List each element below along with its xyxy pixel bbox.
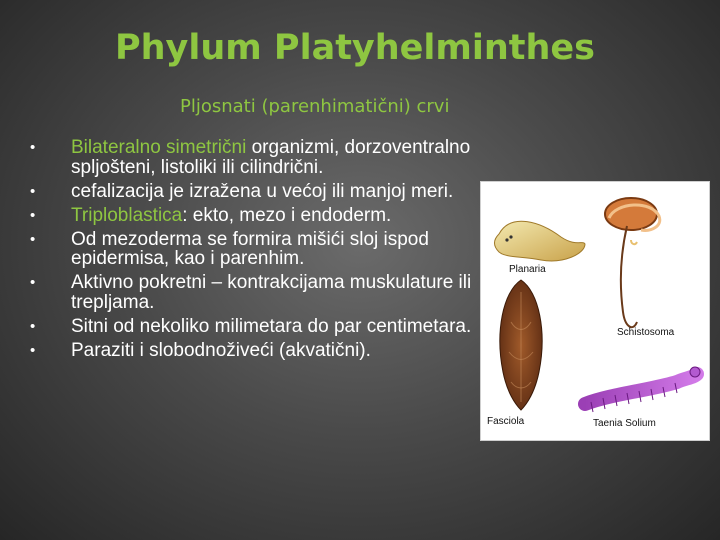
bullet-item bbox=[30, 182, 490, 202]
bullet-text: Od mezoderma se formira mišići sloj ispod epidermisa, kao i parenhim. bbox=[71, 228, 429, 269]
bullet-item bbox=[30, 230, 490, 269]
bullet-item bbox=[30, 273, 490, 312]
bullet-text: : ekto, mezo i endoderm. bbox=[182, 204, 392, 226]
slide-subtitle: Pljosnati (parenhimatični) crvi bbox=[180, 96, 450, 117]
planaria-image bbox=[495, 221, 586, 261]
bullet-text: Aktivno pokretni – kontrakcijama muskulature ili trepljama. bbox=[71, 272, 472, 313]
schistosoma-label: Schistosoma bbox=[617, 327, 675, 338]
fasciola-image bbox=[500, 280, 542, 410]
bullet-text: organizmi, dorzoventralno spljošteni, listoliki ili cilindrični. bbox=[71, 137, 471, 178]
bullet-icon: • bbox=[30, 341, 36, 359]
slide-title: Phylum Platyhelminthes bbox=[114, 28, 596, 68]
bullet-icon: • bbox=[30, 182, 36, 200]
bullet-item bbox=[30, 206, 490, 226]
bullet-highlight: Triploblastica bbox=[71, 204, 183, 226]
bullet-icon: • bbox=[30, 230, 36, 248]
bullet-icon: • bbox=[30, 139, 36, 156]
taenia-image bbox=[585, 367, 700, 412]
bullet-text: Paraziti i slobodnoživeći (akvatični). bbox=[71, 339, 371, 361]
bullet-icon: • bbox=[30, 206, 36, 224]
flatworm-figure bbox=[480, 181, 710, 441]
flatworm-illustration bbox=[481, 182, 709, 440]
bullet-text: Sitni od nekoliko milimetara do par centimetara. bbox=[71, 315, 472, 337]
schistosoma-image bbox=[605, 198, 660, 327]
planaria-label: Planaria bbox=[509, 264, 546, 275]
bullet-list bbox=[30, 138, 490, 365]
bullet-item bbox=[30, 317, 490, 337]
bullet-icon: • bbox=[30, 274, 36, 291]
taenia-label: Taenia Solium bbox=[593, 418, 656, 429]
bullet-item bbox=[30, 341, 490, 361]
bullet-item bbox=[30, 138, 490, 177]
bullet-text: cefalizacija je izražena u većoj ili manjoj meri. bbox=[71, 180, 454, 202]
bullet-icon: • bbox=[30, 317, 36, 335]
bullet-highlight: Bilateralno simetrični bbox=[71, 137, 247, 158]
fasciola-label: Fasciola bbox=[487, 416, 525, 427]
